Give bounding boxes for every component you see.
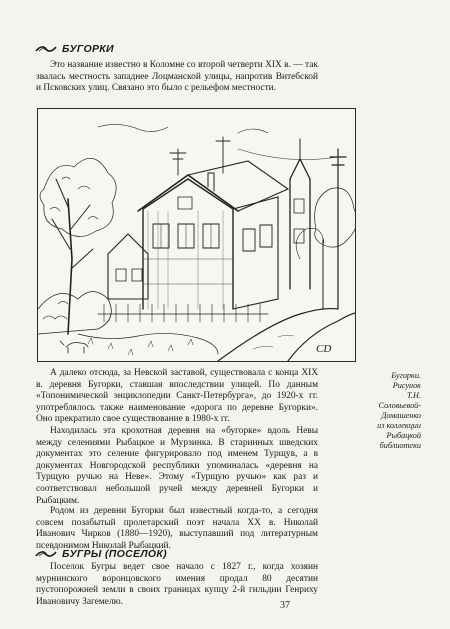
page-number: 37 <box>280 600 290 611</box>
body-paragraph-1: А далеко отсюда, за Невской заставой, существовала с конца XIX в. деревня Бугорки, ставшая впоследствии улицей. По данным «Топонимической энциклопедии Санкт-Петербурга», до 1920-х гг. употреблялось также наименование «дорога по деревне Бугорки». Оно прекратило свое существование в 1980-х гг. <box>36 368 318 425</box>
illustration-drawing <box>37 108 356 362</box>
section-heading-bugorki <box>35 43 114 55</box>
caption-line: Домашенко <box>381 411 421 420</box>
caption-line: Бугорки. <box>391 371 421 380</box>
caption-line: Т.Н. Соловьевой- <box>378 391 421 410</box>
caption-line: Рыбацкой <box>386 431 421 440</box>
body-paragraph-bugry: Поселок Бугры ведет свое начало с 1827 г., когда хозяин мурнинского воронцовского имения продал 80 десятин пустопорожней земли в своих границах купцу 2-й гильдии Генриху Ивановичу Загемелю. <box>36 562 318 607</box>
section-title: БУГОРКИ <box>62 43 114 55</box>
caption-line: библиотеки <box>379 441 421 450</box>
body-paragraph-3: Родом из деревни Бугорки был известный когда-то, а сегодня совсем позабытый пролетарский поэт начала XX в. Николай Иванович Чирков (1880—1920), выступавший под литературным псевдонимом Николай Рыбацкий. <box>36 506 318 551</box>
artist-signature: СD <box>316 343 332 355</box>
section-heading-bugry <box>35 548 167 560</box>
illustration-caption <box>365 371 421 451</box>
village-sketch <box>38 109 355 361</box>
intro-paragraph: Это название известно в Коломне со второй четверти XIX в. — так звалась местность западнее Лоцманской улицы, напротив Витебской и Псковских улиц. Связано это было с рельефом местности. <box>36 60 318 94</box>
body-paragraph-2: Находилась эта крохотная деревня на «бугорке» вдоль Невы между селениями Рыбацкое и Мурзинка. В старинных шведских документах это селение фигурировало под именем Турщув, а в документах Новгородской республики упоминалась «деревня на Турщую ручью на Неве». Этому «Турщую ручью» как раз и соответствовал небольшой ручей между деревней Бугорки и Рыбацким. <box>36 426 318 506</box>
ornament-icon <box>35 45 57 53</box>
section-title: БУГРЫ (ПОСЕЛОК) <box>62 548 167 560</box>
caption-line: из коллекции <box>377 421 421 430</box>
caption-line: Рисунок <box>392 381 421 390</box>
ornament-icon <box>35 550 57 558</box>
